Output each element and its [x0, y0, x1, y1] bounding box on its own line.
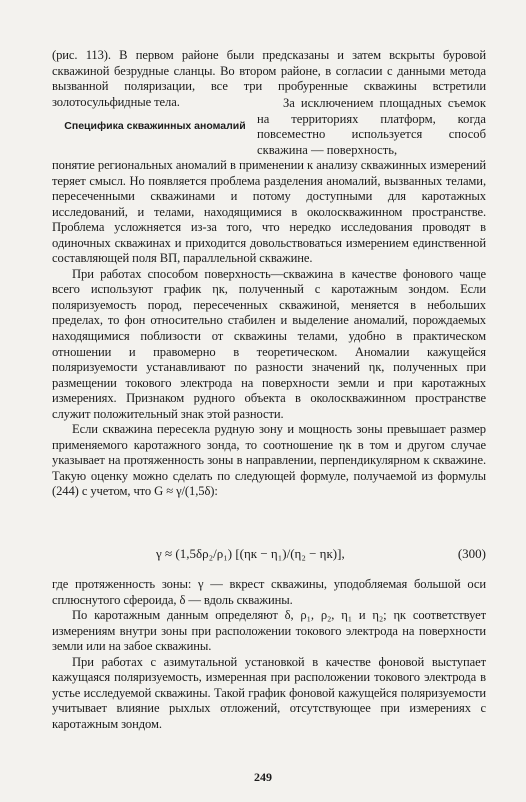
- paragraph-4: где протяженность зоны: γ — вкрест скважины, уподобляемая большой оси сплюснутого сфероида, δ — вдоль скважины.: [52, 577, 486, 607]
- body-text-upper: [52, 158, 486, 500]
- paragraph-6: При работах с азимутальной установкой в качестве фоновой выступает кажущаяся поляризуемость, измеренная при расположении токового электрода в устье исследуемой скважины. Такой график фоновой кажущейся поляризуемости учитывает влияние рыхлых отложений, отсутствующее при измерениях с каротажным зондом.: [52, 654, 486, 731]
- section-heading: Специфика скважинных аномалий: [64, 120, 246, 132]
- page-number: 249: [254, 770, 272, 784]
- body-text-lower: [52, 577, 486, 732]
- formula-expression: γ ≈ (1,5δρ₂/ρ₁) [(ηк − η₁)/(η₂ − ηк)],: [156, 546, 345, 561]
- paragraph-2: При работах способом поверхность—скважина в качестве фонового чаще всего используют график ηк, полученный с каротажным зондом. Если поляризуемость пород, пересеченных скважиной, меняется в небольших пределах, то фон относительно стабилен и выделение аномалий, порождаемых находящимися поблизости от скважины телами, удобно в практическом отношении и правомерно в теоретическом. Аномалии кажущейся поляризуемости устанавливают по разности значений ηк, полученных при размещении токового электрода на поверхности земли и при каротажных измерениях. Признаком рудного объекта в околоскважинном пространстве служит положительный знак этой разности.: [52, 266, 486, 421]
- formula-number: (300): [457, 546, 486, 561]
- paragraph-3: Если скважина пересекла рудную зону и мощность зоны превышает размер применяемого каротажного зонда, то соотношение ηк в том и другом случае указывает на протяженность зоны в направлении, перпендикулярном к скважине. Такую оценку можно сделать по следующей формуле, получаемой из формулы (244) с учетом, что G ≈ γ/(1,5δ):: [52, 422, 486, 499]
- side-paragraph: За исключением площадных съемок на территориях платформ, когда повсеместно используется способ скважина — поверхность,: [257, 96, 486, 157]
- paragraph-continued: понятие региональных аномалий в применении к анализу скважинных измерений теряет смысл. Но появляется проблема разделения аномалий, вызванных телами, пересеченными скважинами и потому доступными для каротажных исследований, и телами, находящимися в околоскважинном пространстве. Проблема усложняется из-за того, что нередко исследования проводят в одиночных скважинах и приходится довольствоваться измерением единственной составляющей поля ВП, параллельной скважине.: [52, 158, 486, 266]
- paragraph-5: По каротажным данным определяют δ, ρ₁, ρ₂, η₁ и η₂; ηк соответствует измерениям внутри зоны при расположении токового электрода на поверхности земли или на забое скважины.: [52, 608, 486, 654]
- top-paragraph: (рис. 113). В первом районе были предсказаны и затем вскрыты буровой скважиной безрудные сланцы. Во втором районе, в согласии с данными метода вызванной поляризации, все три пробуренные скважины встретили золотосульфидные тела.: [52, 48, 486, 109]
